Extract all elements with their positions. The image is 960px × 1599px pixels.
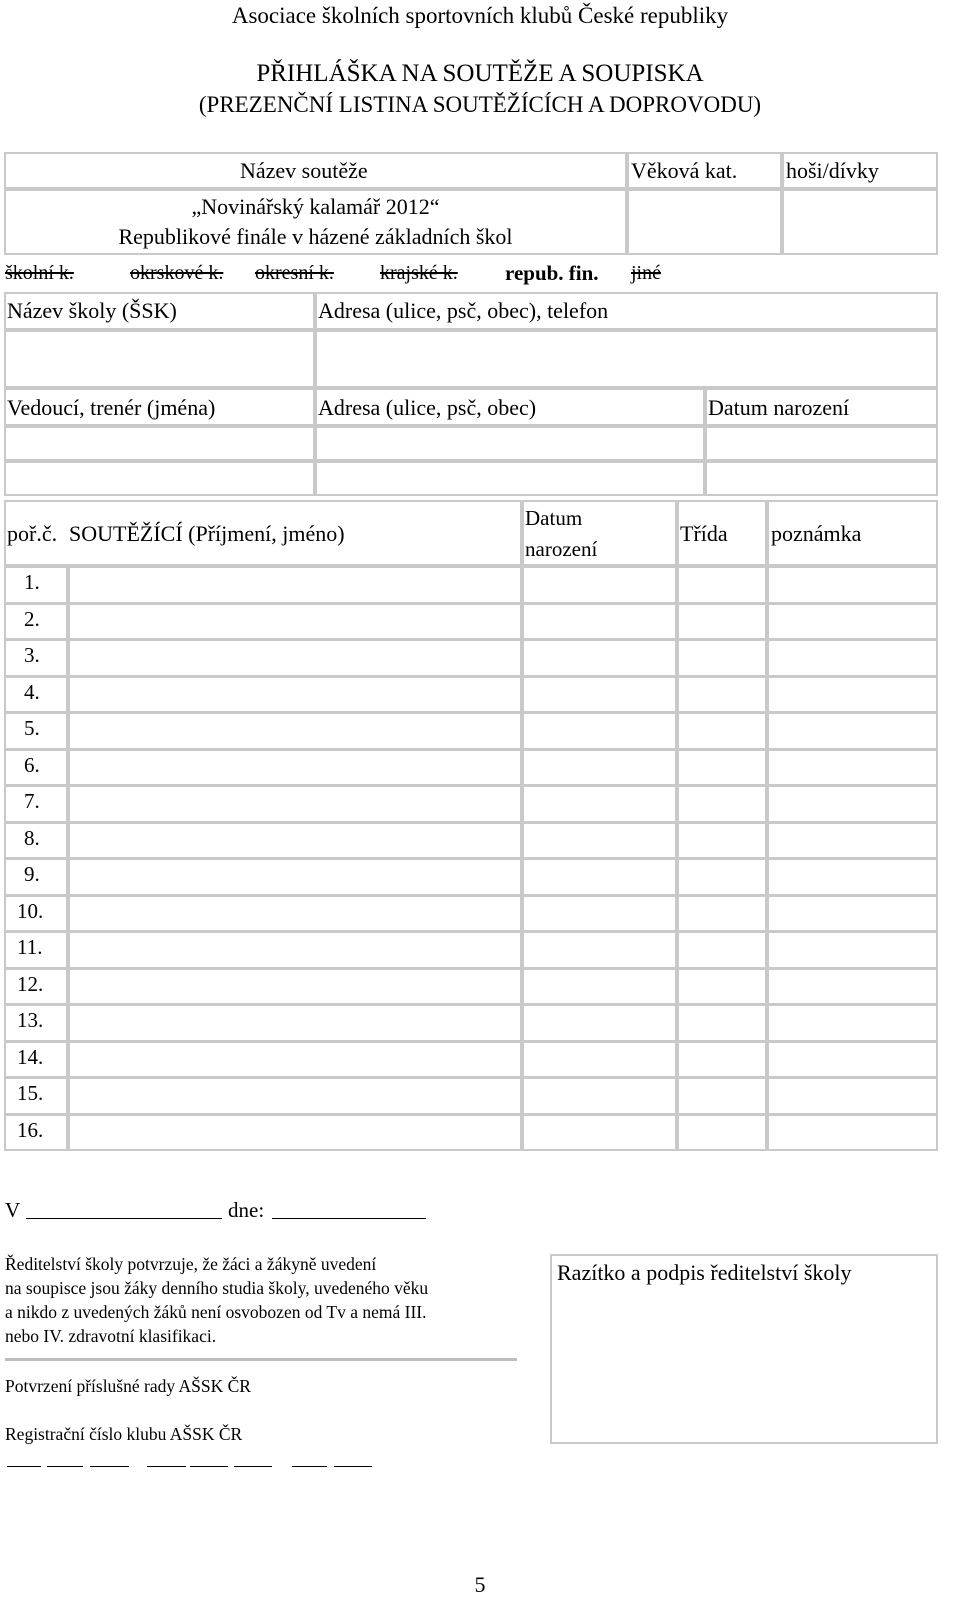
competitor-class-cell[interactable] bbox=[677, 895, 767, 933]
competitor-name-cell[interactable] bbox=[68, 1114, 522, 1152]
col-birth-label-line2: narození bbox=[525, 537, 598, 561]
confirmation-line-3: a nikdo z uvedených žáků není osvobozen od Tv a nemá III. bbox=[5, 1302, 427, 1322]
registration-digit-line[interactable] bbox=[47, 1466, 83, 1467]
registration-number-label: Registrační číslo klubu AŠSK ČR bbox=[5, 1424, 243, 1444]
competitor-name-cell[interactable] bbox=[68, 1004, 522, 1042]
form-title: PŘIHLÁŠKA NA SOUTĚŽE A SOUPISKA bbox=[256, 60, 704, 87]
competitor-name-cell[interactable] bbox=[68, 1041, 522, 1079]
competitor-birth-cell[interactable] bbox=[522, 895, 677, 933]
competitor-birth-cell[interactable] bbox=[522, 1114, 677, 1152]
competitor-note-cell[interactable] bbox=[767, 749, 938, 787]
competitor-row-number: 8. bbox=[24, 825, 40, 850]
gender-box[interactable] bbox=[782, 189, 938, 255]
competitor-name-cell[interactable] bbox=[68, 822, 522, 860]
confirmation-line-4: nebo IV. zdravotní klasifikaci. bbox=[5, 1326, 217, 1346]
competitor-note-cell[interactable] bbox=[767, 931, 938, 969]
competitor-note-cell[interactable] bbox=[767, 1114, 938, 1152]
competitor-birth-cell[interactable] bbox=[522, 822, 677, 860]
competitor-class-cell[interactable] bbox=[677, 785, 767, 823]
competitor-note-cell[interactable] bbox=[767, 676, 938, 714]
competitor-class-cell[interactable] bbox=[677, 1004, 767, 1042]
leader-name-box-2[interactable] bbox=[4, 461, 315, 496]
registration-digit-line[interactable] bbox=[90, 1466, 129, 1467]
competitor-birth-cell[interactable] bbox=[522, 566, 677, 604]
competitor-note-cell[interactable] bbox=[767, 603, 938, 641]
competitor-row-number: 11. bbox=[17, 935, 43, 959]
school-address-box[interactable] bbox=[315, 330, 938, 388]
competitor-birth-cell[interactable] bbox=[522, 1041, 677, 1079]
competitor-birth-cell[interactable] bbox=[522, 749, 677, 787]
leader-name-label: Vedoucí, trenér (jména) bbox=[7, 395, 216, 420]
competitor-class-cell[interactable] bbox=[677, 712, 767, 750]
registration-digit-line[interactable] bbox=[190, 1466, 228, 1467]
leader-address-box-2[interactable] bbox=[315, 461, 705, 496]
leader-address-box-1[interactable] bbox=[315, 426, 705, 461]
competitor-class-cell[interactable] bbox=[677, 858, 767, 896]
competitor-note-cell[interactable] bbox=[767, 566, 938, 604]
competitor-note-cell[interactable] bbox=[767, 1004, 938, 1042]
competitor-row-number: 15. bbox=[17, 1081, 44, 1105]
competitor-row-number: 6. bbox=[24, 752, 40, 777]
competitor-name-cell[interactable] bbox=[68, 712, 522, 750]
competition-title-line1: „Novinářský kalamář 2012“ bbox=[191, 194, 440, 219]
competitor-row-number: 3. bbox=[24, 643, 40, 667]
registration-digit-line[interactable] bbox=[234, 1466, 272, 1467]
competitor-class-cell[interactable] bbox=[677, 639, 767, 677]
confirmation-line-2: na soupisce jsou žáky denního studia školy, uvedeného věku bbox=[5, 1278, 429, 1298]
competitor-note-cell[interactable] bbox=[767, 1041, 938, 1079]
competitor-name-cell[interactable] bbox=[68, 603, 522, 641]
competitor-class-cell[interactable] bbox=[677, 1077, 767, 1115]
level-school: školní k. bbox=[5, 262, 74, 284]
col-order-label: poř.č. bbox=[7, 521, 58, 546]
place-label: V bbox=[5, 1198, 21, 1222]
competitor-note-cell[interactable] bbox=[767, 895, 938, 933]
leader-birth-box-1[interactable] bbox=[705, 426, 938, 461]
competitor-birth-cell[interactable] bbox=[522, 785, 677, 823]
leader-address-label: Adresa (ulice, psč, obec) bbox=[318, 395, 537, 420]
competitor-row-number: 1. bbox=[24, 570, 40, 594]
competitor-name-cell[interactable] bbox=[68, 785, 522, 823]
gender-label: hoši/dívky bbox=[786, 158, 879, 183]
competitor-class-cell[interactable] bbox=[677, 566, 767, 604]
competitor-class-cell[interactable] bbox=[677, 603, 767, 641]
competitor-name-cell[interactable] bbox=[68, 749, 522, 787]
competitor-class-cell[interactable] bbox=[677, 931, 767, 969]
competitor-name-cell[interactable] bbox=[68, 858, 522, 896]
page-number: 5 bbox=[474, 1572, 486, 1597]
date-label: dne: bbox=[228, 1198, 265, 1222]
competitor-birth-cell[interactable] bbox=[522, 968, 677, 1006]
competitor-class-cell[interactable] bbox=[677, 822, 767, 860]
level-county: okresní k. bbox=[255, 262, 334, 284]
competitor-note-cell[interactable] bbox=[767, 858, 938, 896]
level-other: jiné bbox=[631, 262, 661, 284]
leader-birth-box-2[interactable] bbox=[705, 461, 938, 496]
competitor-birth-cell[interactable] bbox=[522, 639, 677, 677]
competitor-note-cell[interactable] bbox=[767, 822, 938, 860]
age-category-box[interactable] bbox=[627, 189, 782, 255]
competitor-row-number: 4. bbox=[24, 679, 40, 704]
competitor-class-cell[interactable] bbox=[677, 1114, 767, 1152]
registration-digit-line[interactable] bbox=[7, 1466, 41, 1467]
school-name-box[interactable] bbox=[4, 330, 315, 388]
competitor-birth-cell[interactable] bbox=[522, 676, 677, 714]
competitor-row-number: 5. bbox=[24, 716, 40, 740]
competitor-note-cell[interactable] bbox=[767, 968, 938, 1006]
competitor-name-cell[interactable] bbox=[68, 968, 522, 1006]
competitor-class-cell[interactable] bbox=[677, 676, 767, 714]
leader-birth-label: Datum narození bbox=[708, 395, 850, 420]
competition-title-line2: Republikové finále v házené základních škol bbox=[118, 224, 513, 249]
divider bbox=[5, 1358, 517, 1361]
date-field[interactable] bbox=[272, 1218, 426, 1219]
competitor-row-number: 16. bbox=[17, 1117, 44, 1142]
competitor-name-cell[interactable] bbox=[68, 676, 522, 714]
stamp-signature-label: Razítko a podpis ředitelství školy bbox=[557, 1260, 852, 1285]
registration-digit-line[interactable] bbox=[334, 1466, 372, 1467]
school-name-label: Název školy (ŠSK) bbox=[7, 298, 177, 323]
competitor-birth-cell[interactable] bbox=[522, 1077, 677, 1115]
competitor-row-number: 14. bbox=[17, 1044, 44, 1069]
competitor-class-cell[interactable] bbox=[677, 749, 767, 787]
level-district: okrskové k. bbox=[130, 262, 224, 284]
competitor-name-cell[interactable] bbox=[68, 895, 522, 933]
competitor-birth-cell[interactable] bbox=[522, 931, 677, 969]
competitor-note-cell[interactable] bbox=[767, 1077, 938, 1115]
competitor-birth-cell[interactable] bbox=[522, 1004, 677, 1042]
level-regional: krajské k. bbox=[380, 262, 458, 284]
competitor-birth-cell[interactable] bbox=[522, 712, 677, 750]
competitor-name-cell[interactable] bbox=[68, 1077, 522, 1115]
school-address-label: Adresa (ulice, psč, obec), telefon bbox=[318, 298, 609, 323]
col-birth-label-line1: Datum bbox=[525, 506, 583, 530]
competitor-name-cell[interactable] bbox=[68, 566, 522, 604]
age-category-label: Věková kat. bbox=[631, 158, 738, 183]
competitor-birth-cell[interactable] bbox=[522, 603, 677, 641]
competitor-note-cell[interactable] bbox=[767, 712, 938, 750]
competitor-row-number: 7. bbox=[24, 789, 40, 813]
competitor-row-number: 12. bbox=[17, 971, 44, 996]
col-note-label: poznámka bbox=[771, 521, 862, 546]
leader-name-box-1[interactable] bbox=[4, 426, 315, 461]
competitor-class-cell[interactable] bbox=[677, 1041, 767, 1079]
competitor-note-cell[interactable] bbox=[767, 785, 938, 823]
organization-name: Asociace školních sportovních klubů České republiky bbox=[231, 3, 729, 28]
competitor-row-number: 2. bbox=[24, 606, 40, 631]
registration-digit-line[interactable] bbox=[147, 1466, 186, 1467]
col-name-label: SOUTĚŽÍCÍ (Příjmení, jméno) bbox=[69, 521, 345, 546]
competitor-row-number: 13. bbox=[17, 1008, 44, 1032]
place-field[interactable] bbox=[26, 1218, 222, 1219]
council-confirmation-label: Potvrzení příslušné rady AŠSK ČR bbox=[5, 1376, 251, 1396]
registration-digit-line[interactable] bbox=[292, 1466, 327, 1467]
competitor-name-cell[interactable] bbox=[68, 639, 522, 677]
competitor-class-cell[interactable] bbox=[677, 968, 767, 1006]
competition-name-label: Název soutěže bbox=[240, 158, 368, 183]
col-class-label: Třída bbox=[680, 521, 728, 546]
confirmation-line-1: Ředitelství školy potvrzuje, že žáci a žákyně uvedení bbox=[5, 1254, 377, 1274]
level-national: repub. fin. bbox=[505, 261, 599, 285]
competitor-row-number: 10. bbox=[17, 898, 44, 923]
form-subtitle: (PREZENČNÍ LISTINA SOUTĚŽÍCÍCH A DOPROVODU) bbox=[198, 92, 762, 117]
competitor-note-cell[interactable] bbox=[767, 639, 938, 677]
competitor-birth-cell[interactable] bbox=[522, 858, 677, 896]
competitor-name-cell[interactable] bbox=[68, 931, 522, 969]
competitor-row-number: 9. bbox=[24, 862, 40, 886]
